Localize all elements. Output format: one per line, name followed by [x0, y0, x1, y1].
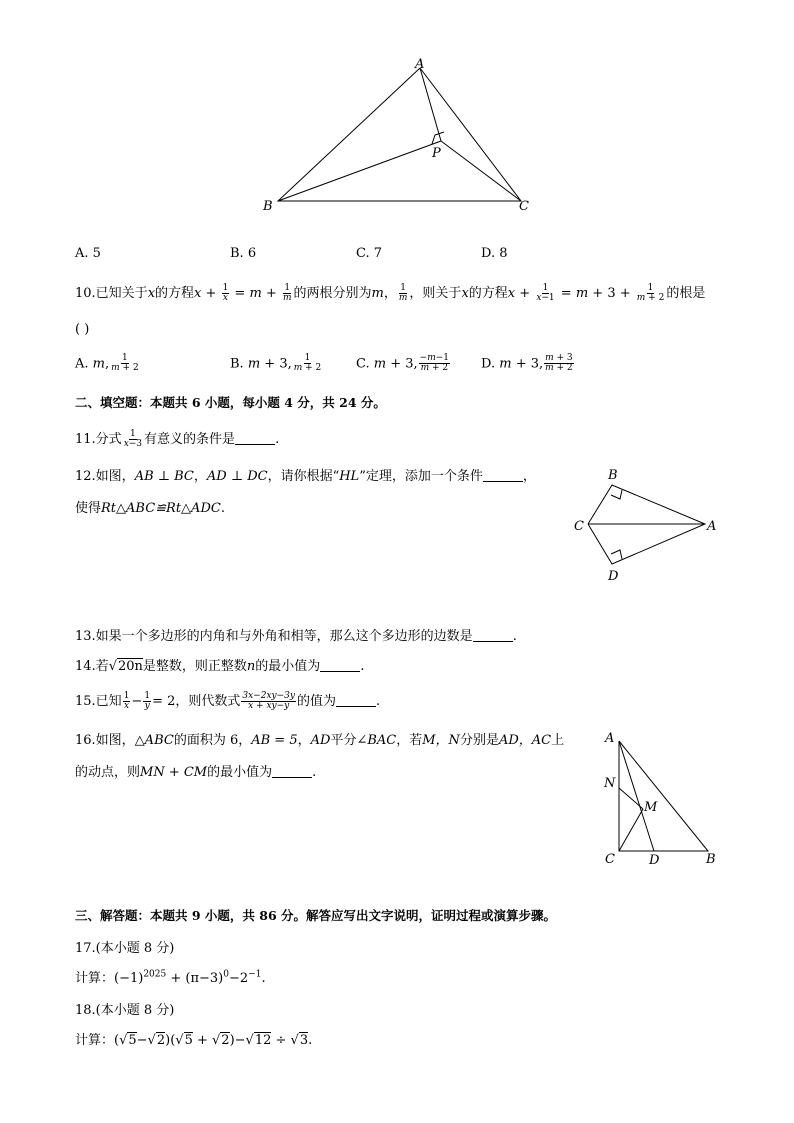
question-13: 13.如果一个多边形的内角和与外角和相等，那么这个多边形的边数是 . — [75, 629, 517, 644]
answer-blank[interactable] — [320, 659, 360, 672]
q9-option-a: A. 5 — [75, 246, 101, 261]
answer-blank[interactable] — [483, 469, 523, 482]
label-n: N — [604, 776, 616, 791]
question-12-line2: 使得Rt△ABC≌Rt△ADC. — [75, 501, 225, 516]
question-14: 14.若√20n是整数，则正整数n的最小值为 . — [75, 659, 365, 674]
question-11: 11.分式 $\frac{1}{x-3}$ 有意义的条件是 . — [75, 428, 280, 449]
label-b: B — [608, 468, 618, 483]
label-b: B — [706, 852, 716, 867]
label-a: A — [605, 731, 615, 746]
answer-blank[interactable] — [336, 694, 376, 707]
label-c: C — [605, 852, 615, 867]
triangle-figure-q16 — [598, 725, 728, 870]
label-c: C — [574, 519, 584, 534]
q10-paren: ( ) — [75, 322, 90, 337]
question-17-title: 17.(本小题 8 分) — [75, 941, 175, 956]
q9-option-d: D. 8 — [481, 246, 508, 261]
section-2-heading: 二、填空题：本题共 6 小题，每小题 4 分，共 24 分。 — [75, 395, 386, 410]
q9-option-c: C. 7 — [356, 246, 383, 261]
question-18: 计算：(√5−√2)(√5 + √2)−√12 ÷ √3. — [75, 1033, 313, 1048]
label-d: D — [608, 569, 619, 584]
answer-blank[interactable] — [272, 765, 312, 778]
q9-option-b: B. 6 — [230, 246, 257, 261]
q10-option-a: A. m, $\frac{1}{m + 2}$ — [75, 353, 139, 374]
q10-option-d: D. m + 3, $\frac{m + 3}{m + 2}$ — [481, 353, 573, 374]
q10-option-b: B. m + 3, $\frac{1}{m + 2}$ — [230, 353, 322, 374]
section-3-heading: 三、解答题：本题共 9 小题，共 86 分。解答应写出文字说明，证明过程或演算步骤。 — [75, 908, 557, 923]
kite-figure-q12 — [568, 462, 728, 587]
question-18-title: 18.(本小题 8 分) — [75, 1003, 175, 1018]
q10-option-c: C. m + 3, $\frac{-m-1}{m + 2}$ — [356, 353, 450, 374]
question-15: 15.已知 $\frac{1}{x}$ − $\frac{1}{y}$ = 2，则代数式 $\frac{3x-2xy-3y}{x + xy-y}$ 的值为 . — [75, 690, 381, 711]
question-16: 16.如图，△ABC的面积为 6，AB = 5，AD平分∠BAC，若M，N分别是AD，AC上 — [75, 733, 565, 748]
label-a: A — [415, 57, 425, 72]
answer-blank[interactable] — [235, 432, 275, 445]
question-10: 10.已知关于x的方程x + $\frac{1}{x}$ = m + $\frac{1}{m}$ 的两根分别为m， $\frac{1}{m}$ ，则关于x的方程x + $\frac{1}{x-1}$ = m + 3 + $\frac{1}{m + 2}$ 的根是 — [75, 282, 706, 303]
label-a: A — [707, 519, 717, 534]
label-b: B — [263, 199, 273, 214]
answer-blank[interactable] — [473, 629, 513, 642]
question-12: 12.如图，AB ⊥ BC，AD ⊥ DC，请你根据“HL”定理，添加一个条件 ， — [75, 469, 536, 484]
question-17: 计算：$(-1)^{2025} + (\pi-3)^0-2^{-1}$. — [75, 969, 266, 986]
label-c: C — [519, 199, 529, 214]
question-16-line2: 的动点，则MN + CM的最小值为 . — [75, 765, 317, 780]
triangle-figure-q9 — [255, 55, 540, 220]
label-d: D — [649, 853, 660, 868]
label-m: M — [644, 800, 658, 815]
label-p: P — [432, 146, 441, 161]
